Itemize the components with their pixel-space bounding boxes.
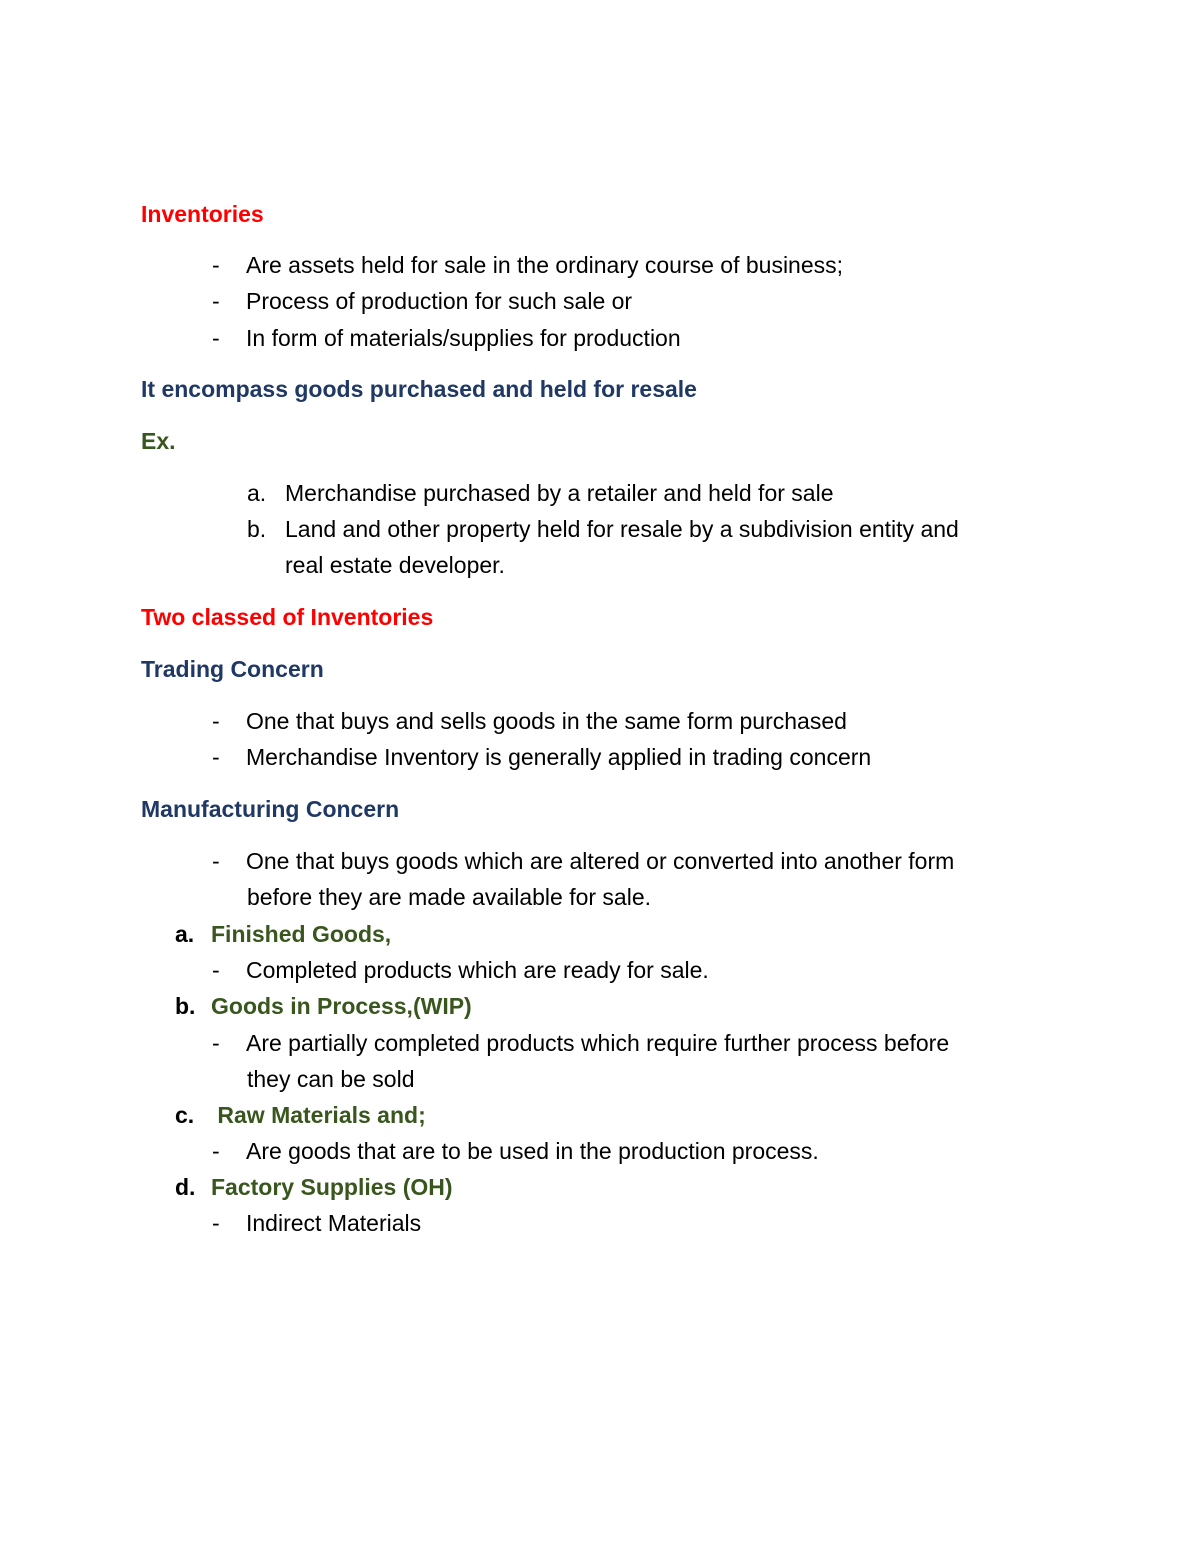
- dash-bullet: -: [212, 848, 220, 874]
- list-item-text-continued: they can be sold: [247, 1066, 415, 1092]
- list-item-text: Merchandise Inventory is generally applied in trading concern: [246, 744, 872, 770]
- type-name: Goods in Process,(WIP): [211, 993, 472, 1019]
- list-item: [212, 710, 847, 733]
- type-marker: a.: [175, 921, 195, 947]
- example-item: [247, 518, 959, 541]
- example-item: [247, 482, 834, 505]
- list-item: [212, 1212, 421, 1235]
- type-marker: c.: [175, 1102, 195, 1128]
- dash-bullet: -: [212, 325, 220, 351]
- dash-bullet: -: [212, 252, 220, 278]
- type-marker: d.: [175, 1174, 196, 1200]
- list-item-text: In form of materials/supplies for production: [246, 325, 681, 351]
- list-item: [212, 746, 871, 769]
- list-item: [212, 850, 954, 873]
- classes-title: Two classed of Inventories: [141, 604, 434, 630]
- type-marker: b.: [175, 993, 196, 1019]
- type-name: Factory Supplies (OH): [211, 1174, 453, 1200]
- type-item: [175, 1176, 453, 1199]
- list-item-text: Process of production for such sale or: [246, 288, 633, 314]
- ex-label: Ex.: [141, 428, 176, 454]
- list-item: [212, 254, 843, 277]
- example-text-continued: real estate developer.: [285, 552, 505, 578]
- list-item-text: Are assets held for sale in the ordinary course of business;: [246, 252, 844, 278]
- list-item: [212, 1140, 819, 1163]
- trading-heading: Trading Concern: [141, 656, 324, 682]
- list-item: [212, 327, 681, 350]
- type-item: [175, 923, 391, 946]
- list-item-text: Are goods that are to be used in the production process.: [246, 1138, 819, 1164]
- list-item: [212, 290, 632, 313]
- list-item-text-continued: before they are made available for sale.: [247, 884, 652, 910]
- dash-bullet: -: [212, 288, 220, 314]
- example-text: Land and other property held for resale by a subdivision entity and: [285, 516, 959, 542]
- dash-bullet: -: [212, 957, 220, 983]
- list-item-text: One that buys and sells goods in the same form purchased: [246, 708, 847, 734]
- list-item-text: Indirect Materials: [246, 1210, 422, 1236]
- example-text: Merchandise purchased by a retailer and held for sale: [285, 480, 834, 506]
- list-item: [212, 959, 709, 982]
- type-name: Raw Materials and;: [211, 1102, 426, 1128]
- dash-bullet: -: [212, 1030, 220, 1056]
- example-marker: b.: [247, 516, 267, 542]
- dash-bullet: -: [212, 744, 220, 770]
- list-item-text: Completed products which are ready for sale.: [246, 957, 709, 983]
- list-item: [212, 1032, 949, 1055]
- dash-bullet: -: [212, 1138, 220, 1164]
- dash-bullet: -: [212, 1210, 220, 1236]
- type-name: Finished Goods,: [211, 921, 392, 947]
- list-item-text: One that buys goods which are altered or converted into another form: [246, 848, 955, 874]
- type-item: [175, 1104, 426, 1127]
- inventories-title: Inventories: [141, 201, 264, 227]
- list-item-text: Are partially completed products which require further process before: [246, 1030, 950, 1056]
- manufacturing-heading: Manufacturing Concern: [141, 796, 400, 822]
- type-item: [175, 995, 472, 1018]
- example-marker: a.: [247, 480, 267, 506]
- encompass-heading: It encompass goods purchased and held for resale: [141, 376, 697, 402]
- dash-bullet: -: [212, 708, 220, 734]
